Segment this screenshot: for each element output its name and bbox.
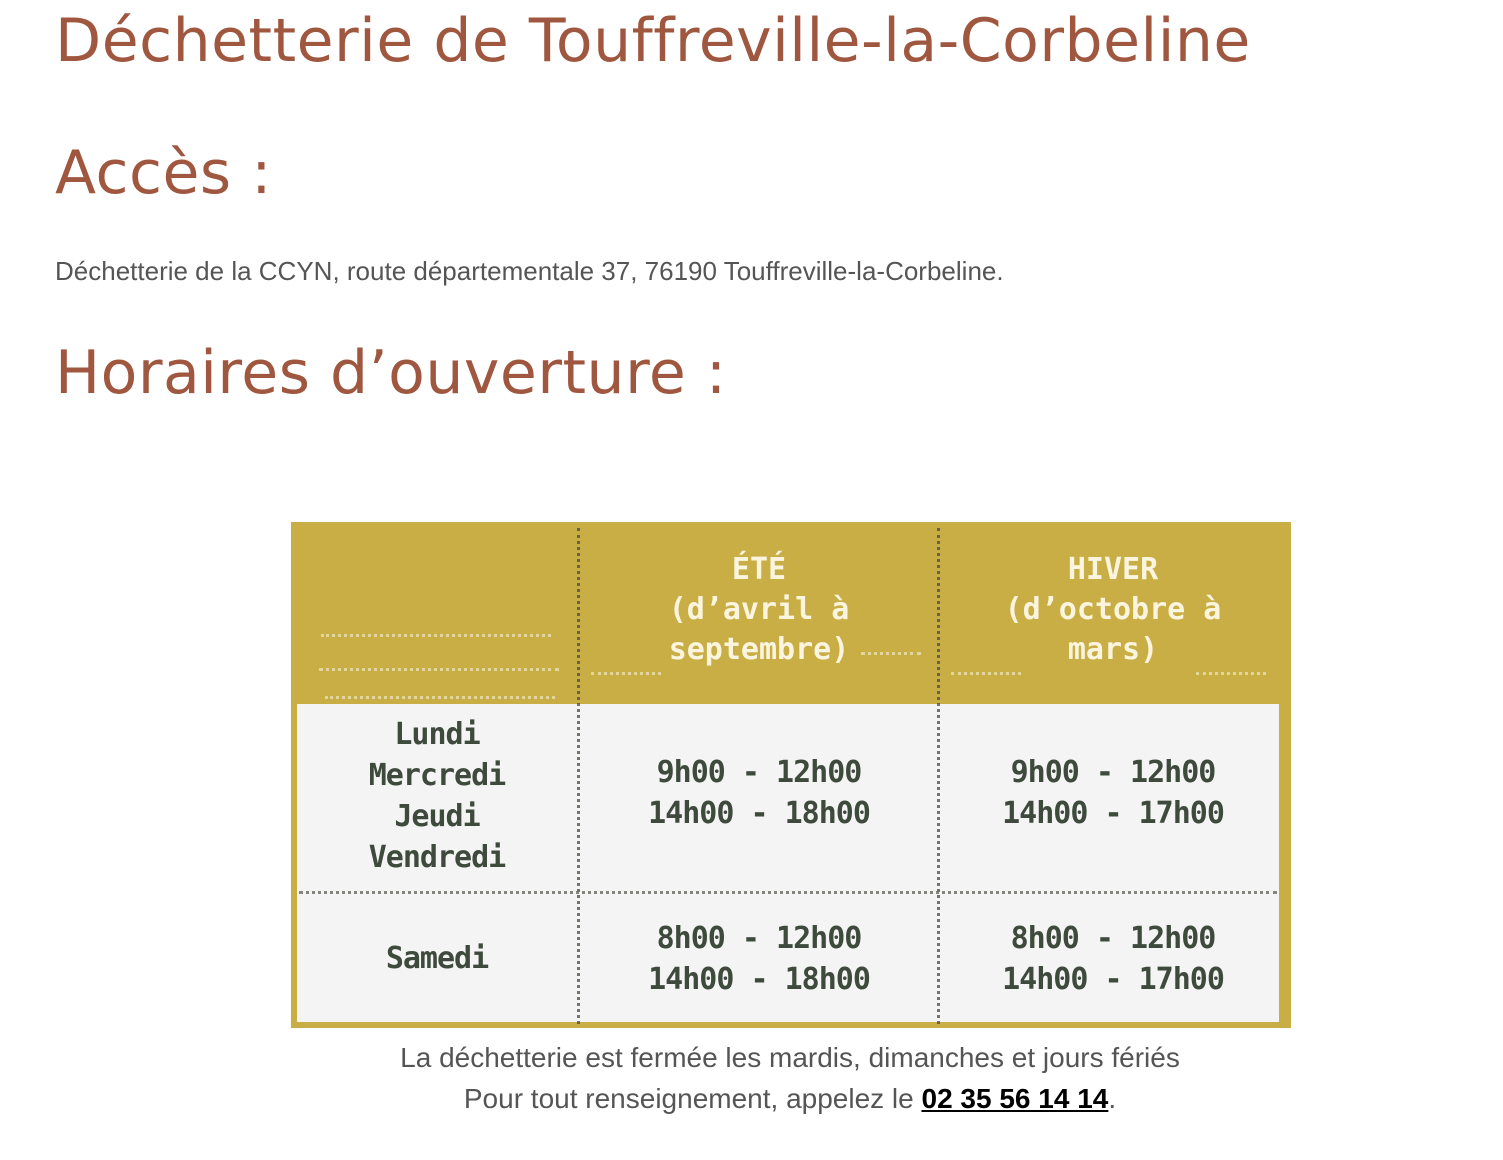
day-label: Vendredi — [368, 840, 506, 875]
day-label: Jeudi — [394, 799, 480, 834]
column-header-line: (d’avril à — [668, 592, 850, 627]
acces-heading: Accès : — [55, 138, 272, 208]
row-days-saturday — [297, 938, 577, 979]
schedule-table — [291, 522, 1291, 1028]
hours-range: 8h00 - 12h00 — [1010, 921, 1216, 956]
row-days-weekdays — [297, 714, 577, 878]
header-dots — [1196, 672, 1266, 675]
hours-hiver-weekdays — [943, 752, 1283, 834]
column-header-line: ÉTÉ — [731, 552, 787, 587]
hours-range: 14h00 - 18h00 — [648, 962, 870, 997]
column-header-ete — [583, 550, 935, 670]
address-text: Déchetterie de la CCYN, route départementale 37, 76190 Touffreville-la-Corbeline. — [55, 256, 1004, 286]
row-divider — [299, 891, 1277, 894]
contact-prefix: Pour tout renseignement, appelez le — [463, 1083, 922, 1114]
header-dots — [591, 672, 661, 675]
page-title: Déchetterie de Touffreville-la-Corbeline — [55, 6, 1251, 76]
column-header-hiver — [943, 550, 1283, 670]
header-dots — [951, 672, 1021, 675]
hours-range: 14h00 - 18h00 — [648, 796, 870, 831]
contact-suffix: . — [1108, 1083, 1117, 1114]
column-header-line: HIVER — [1067, 552, 1159, 587]
closed-days-note: La déchetterie est fermée les mardis, dimanches et jours fériés — [400, 1042, 1180, 1073]
header-dots — [319, 668, 559, 671]
column-header-line: mars) — [1067, 632, 1159, 667]
hours-hiver-saturday — [943, 918, 1283, 1000]
header-dots — [321, 634, 551, 637]
hours-range: 14h00 - 17h00 — [1002, 962, 1224, 997]
horaires-heading: Horaires d’ouverture : — [55, 338, 727, 408]
contact-note — [0, 1083, 1503, 1115]
column-header-line: (d’octobre à — [1004, 592, 1222, 627]
column-divider — [577, 528, 580, 1024]
phone-link[interactable]: 02 35 56 14 14 — [921, 1083, 1109, 1114]
hours-range: 9h00 - 12h00 — [656, 755, 862, 790]
hours-range: 8h00 - 12h00 — [656, 921, 862, 956]
header-dots — [325, 696, 555, 699]
column-divider — [937, 528, 940, 1024]
day-label: Lundi — [394, 717, 480, 752]
hours-range: 14h00 - 17h00 — [1002, 796, 1224, 831]
column-header-line: septembre) — [668, 632, 850, 667]
hours-ete-weekdays — [583, 752, 935, 834]
day-label: Samedi — [385, 941, 489, 976]
hours-ete-saturday — [583, 918, 935, 1000]
day-label: Mercredi — [368, 758, 506, 793]
hours-range: 9h00 - 12h00 — [1010, 755, 1216, 790]
